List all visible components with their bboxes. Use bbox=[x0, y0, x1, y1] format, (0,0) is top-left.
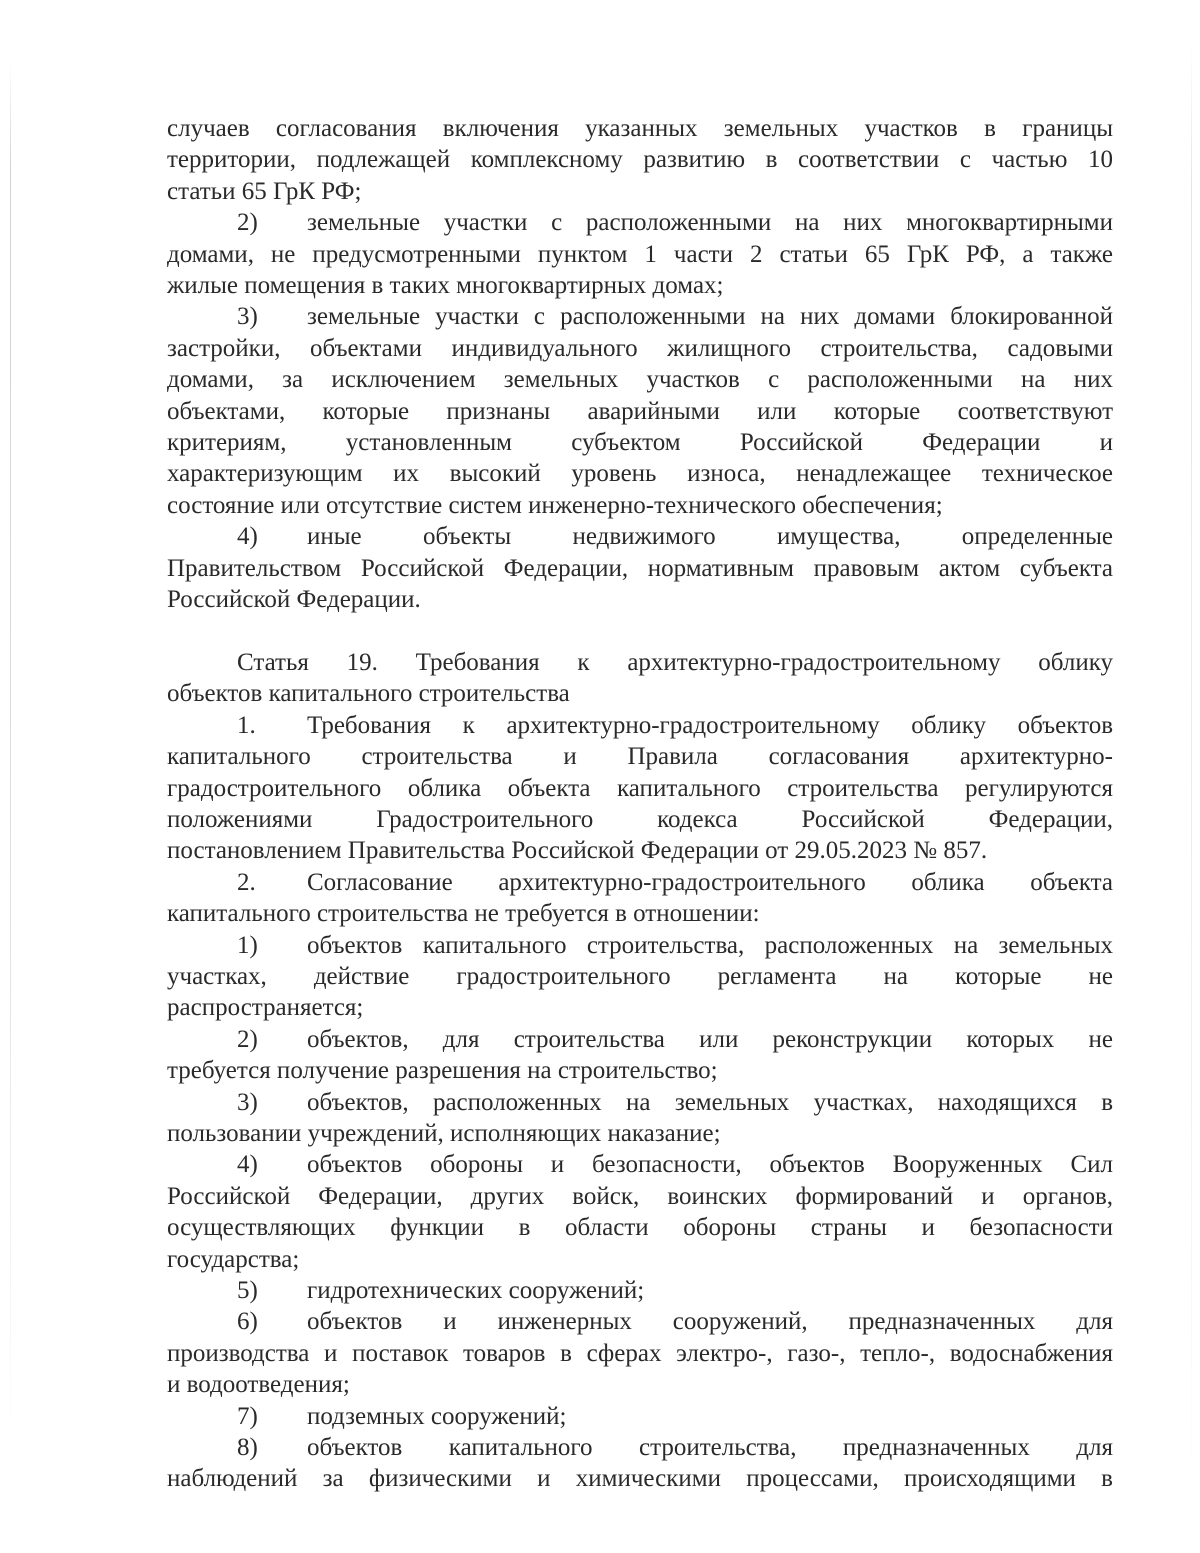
text-line bbox=[167, 1432, 1113, 1463]
line-text: Российской Федерации. bbox=[167, 586, 421, 614]
line-text: Статья 19. Требования к архитектурно-градостроительному облику bbox=[237, 648, 1113, 676]
line-text: Согласование архитектурно-градостроительного облика объекта bbox=[307, 868, 1113, 896]
list-number: 6) bbox=[237, 1308, 258, 1336]
text-line bbox=[167, 898, 1113, 929]
line-text: земельные участки с расположенными на них домами блокированной bbox=[307, 303, 1113, 331]
line-text: случаев согласования включения указанных земельных участков в границы bbox=[167, 115, 1113, 142]
text-line bbox=[167, 1024, 1113, 1055]
text-line bbox=[167, 710, 1113, 741]
text-line bbox=[167, 930, 1113, 961]
text-line bbox=[167, 773, 1113, 804]
line-text: статьи 65 ГрК РФ; bbox=[167, 177, 362, 205]
list-number: 4) bbox=[237, 523, 258, 551]
list-number: 3) bbox=[237, 1088, 258, 1116]
text-line bbox=[167, 835, 1113, 866]
text-line bbox=[167, 1401, 1113, 1432]
text-line bbox=[167, 1212, 1113, 1243]
line-text: объектами, которые признаны аварийными или которые соответствуют bbox=[167, 397, 1113, 425]
text-line bbox=[167, 1338, 1113, 1369]
text-line bbox=[167, 364, 1113, 395]
text-line bbox=[167, 270, 1113, 301]
line-text: объектов капитального строительства, расположенных на земельных bbox=[307, 931, 1113, 959]
line-text: и водоотведения; bbox=[167, 1371, 350, 1399]
text-line bbox=[167, 144, 1113, 175]
line-text: наблюдений за физическими и химическими процессами, происходящими в bbox=[167, 1465, 1113, 1493]
line-text: объектов, расположенных на земельных участках, находящихся в bbox=[307, 1088, 1113, 1116]
text-line bbox=[167, 1244, 1113, 1275]
line-text: Требования к архитектурно-градостроительному облику объектов bbox=[307, 711, 1113, 739]
line-text: производства и поставок товаров в сферах электро-, газо-, тепло-, водоснабжения bbox=[167, 1339, 1113, 1367]
list-number: 8) bbox=[237, 1434, 258, 1462]
text-line bbox=[167, 113, 1113, 144]
line-text: жилые помещения в таких многоквартирных домах; bbox=[167, 272, 724, 300]
line-text: домами, за исключением земельных участков с расположенными на них bbox=[167, 366, 1113, 394]
line-text: постановлением Правительства Российской Федерации от 29.05.2023 № 857. bbox=[167, 837, 988, 865]
list-number: 1. bbox=[237, 711, 256, 739]
line-text: объектов обороны и безопасности, объектов Вооруженных Сил bbox=[307, 1151, 1113, 1179]
line-text: территории, подлежащей комплексному развитию в соответствии с частью 10 bbox=[167, 146, 1113, 174]
line-text: объектов капитального строительства, предназначенных для bbox=[307, 1434, 1113, 1462]
text-line bbox=[167, 1306, 1113, 1337]
list-number: 2) bbox=[237, 209, 258, 237]
line-text: объектов, для строительства или реконструкции которых не bbox=[307, 1025, 1113, 1053]
line-text: объектов и инженерных сооружений, предназначенных для bbox=[307, 1308, 1113, 1336]
text-line bbox=[167, 1275, 1113, 1306]
list-number: 4) bbox=[237, 1151, 258, 1179]
text-line bbox=[167, 427, 1113, 458]
text-line bbox=[167, 992, 1113, 1023]
text-line bbox=[167, 553, 1113, 584]
line-text: положениями Градостроительного кодекса Российской Федерации, bbox=[167, 805, 1113, 833]
line-text: домами, не предусмотренными пунктом 1 части 2 статьи 65 ГрК РФ, а также bbox=[167, 240, 1113, 268]
text-line bbox=[167, 1118, 1113, 1149]
line-text: застройки, объектами индивидуального жилищного строительства, садовыми bbox=[167, 334, 1113, 362]
list-number: 7) bbox=[237, 1402, 258, 1430]
line-text: пользовании учреждений, исполняющих наказание; bbox=[167, 1119, 721, 1147]
line-text: участках, действие градостроительного регламента на которые не bbox=[167, 962, 1113, 990]
text-line bbox=[167, 490, 1113, 521]
line-text: Правительством Российской Федерации, нормативным правовым актом субъекта bbox=[167, 554, 1113, 582]
list-number: 1) bbox=[237, 931, 258, 959]
line-text: критериям, установленным субъектом Российской Федерации и bbox=[167, 429, 1113, 457]
text-line bbox=[167, 804, 1113, 835]
list-number: 2) bbox=[237, 1025, 258, 1053]
blank-line bbox=[167, 616, 1113, 647]
line-text: иные объекты недвижимого имущества, определенные bbox=[307, 523, 1113, 551]
text-line bbox=[167, 741, 1113, 772]
document-page bbox=[167, 113, 1113, 1495]
text-line bbox=[167, 1087, 1113, 1118]
scan-edge-right bbox=[1191, 40, 1192, 1500]
text-line bbox=[167, 1369, 1113, 1400]
text-line bbox=[167, 1181, 1113, 1212]
text-line bbox=[167, 239, 1113, 270]
text-line bbox=[167, 1149, 1113, 1180]
text-line bbox=[167, 333, 1113, 364]
text-line bbox=[167, 176, 1113, 207]
text-line bbox=[167, 1463, 1113, 1494]
text-line bbox=[167, 458, 1113, 489]
line-text: характеризующим их высокий уровень износа, ненадлежащее техническое bbox=[167, 460, 1113, 488]
line-text: градостроительного облика объекта капитального строительства регулируются bbox=[167, 774, 1113, 802]
line-text: капитального строительства и Правила согласования архитектурно- bbox=[167, 743, 1113, 771]
line-text: распространяется; bbox=[167, 994, 364, 1022]
line-text: подземных сооружений; bbox=[307, 1402, 567, 1430]
list-number: 3) bbox=[237, 303, 258, 331]
line-text: капитального строительства не требуется в отношении: bbox=[167, 900, 760, 928]
scan-edge-left bbox=[10, 60, 11, 1460]
line-text: состояние или отсутствие систем инженерно-технического обеспечения; bbox=[167, 491, 943, 519]
line-text: осуществляющих функции в области обороны страны и безопасности bbox=[167, 1214, 1113, 1242]
text-line bbox=[167, 647, 1113, 678]
line-text: объектов капитального строительства bbox=[167, 680, 570, 708]
line-text: гидротехнических сооружений; bbox=[307, 1277, 645, 1305]
line-text: государства; bbox=[167, 1245, 300, 1273]
text-line bbox=[167, 396, 1113, 427]
text-line bbox=[167, 584, 1113, 615]
text-line bbox=[167, 521, 1113, 552]
text-line bbox=[167, 1055, 1113, 1086]
list-number: 5) bbox=[237, 1277, 258, 1305]
line-text: требуется получение разрешения на строительство; bbox=[167, 1057, 718, 1085]
text-line bbox=[167, 678, 1113, 709]
text-line bbox=[167, 867, 1113, 898]
line-text: земельные участки с расположенными на них многоквартирными bbox=[307, 209, 1113, 237]
text-line bbox=[167, 301, 1113, 332]
list-number: 2. bbox=[237, 868, 256, 896]
text-line bbox=[167, 207, 1113, 238]
text-line bbox=[167, 961, 1113, 992]
line-text: Российской Федерации, других войск, воинских формирований и органов, bbox=[167, 1182, 1113, 1210]
